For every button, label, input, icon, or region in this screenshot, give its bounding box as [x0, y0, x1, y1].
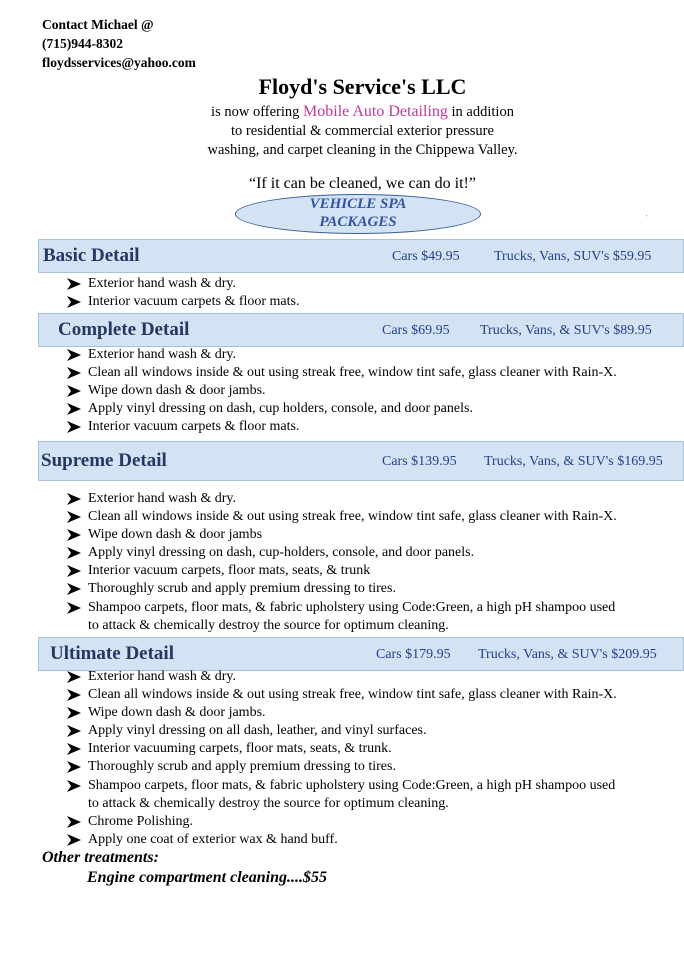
arrow-bullet-icon	[67, 493, 81, 505]
supreme-trucks-price: Trucks, Vans, & SUV's $169.95	[484, 454, 663, 469]
list-item	[67, 722, 617, 740]
arrow-bullet-icon	[67, 816, 81, 828]
list-item	[67, 599, 617, 635]
list-item-text: Exterior hand wash & dry.	[88, 669, 236, 684]
list-item-continuation: to attack & chemically destroy the source for optimum cleaning.	[88, 617, 449, 633]
arrow-bullet-icon	[67, 602, 81, 614]
arrow-bullet-icon	[67, 367, 81, 379]
arrow-bullet-icon	[67, 671, 81, 683]
arrow-bullet-icon	[67, 529, 81, 541]
offer-post: in addition	[447, 104, 514, 120]
arrow-bullet-icon	[67, 278, 81, 290]
banner-line2: PACKAGES	[319, 214, 397, 230]
list-item	[67, 831, 617, 849]
arrow-bullet-icon	[67, 761, 81, 773]
arrow-bullet-icon	[67, 725, 81, 737]
contact-email: floydsservices@yahoo.com	[42, 55, 196, 70]
arrow-bullet-icon	[67, 780, 81, 792]
offer-text	[0, 102, 684, 160]
list-item	[67, 668, 617, 686]
list-item-text: Exterior hand wash & dry.	[88, 347, 236, 362]
list-item	[67, 346, 617, 364]
banner-line1: VEHICLE SPA	[309, 196, 407, 212]
ultimate-trucks-price: Trucks, Vans, & SUV's $209.95	[478, 647, 657, 662]
list-item	[67, 562, 617, 580]
arrow-bullet-icon	[67, 421, 81, 433]
list-item-text: Shampoo carpets, floor mats, & fabric upholstery using Code:Green, a high pH shampoo used	[88, 777, 616, 793]
list-item	[67, 526, 617, 544]
offer-line3: washing, and carpet cleaning in the Chippewa Valley.	[207, 142, 518, 158]
list-item	[67, 580, 617, 598]
list-item	[67, 490, 617, 508]
list-item	[67, 777, 617, 813]
arrow-bullet-icon	[67, 296, 81, 308]
list-item-text: Thoroughly scrub and apply premium dressing to tires.	[88, 581, 396, 597]
list-item-text: Thoroughly scrub and apply premium dressing to tires.	[88, 759, 396, 775]
list-item	[67, 544, 617, 562]
list-item-text: Clean all windows inside & out using streak free, window tint safe, glass cleaner with Rain-X.	[88, 687, 617, 703]
ultimate-detail-title: Ultimate Detail	[50, 643, 174, 664]
complete-detail-title: Complete Detail	[58, 319, 190, 340]
list-item	[67, 293, 299, 311]
list-item	[67, 508, 617, 526]
ultimate-detail-header	[38, 637, 684, 671]
list-item-text: Apply vinyl dressing on dash, cup holders, console, and door panels.	[88, 401, 473, 417]
list-item-text: Apply vinyl dressing on all dash, leather, and vinyl surfaces.	[88, 723, 427, 739]
slogan: “If it can be cleaned, we can do it!”	[249, 175, 476, 192]
arrow-bullet-icon	[67, 583, 81, 595]
list-item	[67, 400, 617, 418]
list-item	[67, 418, 617, 436]
vehicle-spa-banner	[235, 194, 481, 234]
list-item-text: Wipe down dash & door jambs.	[88, 383, 266, 399]
list-item	[67, 364, 617, 382]
offer-line2: to residential & commercial exterior pressure	[231, 123, 494, 139]
list-item-text: Clean all windows inside & out using streak free, window tint safe, glass cleaner with Rain-X.	[88, 365, 617, 381]
arrow-bullet-icon	[67, 511, 81, 523]
engine-cleaning-price: Engine compartment cleaning....$55	[87, 869, 328, 886]
supreme-detail-header	[38, 441, 684, 481]
list-item	[67, 686, 617, 704]
basic-detail-title: Basic Detail	[43, 245, 140, 266]
list-item-text: Interior vacuum carpets & floor mats.	[88, 294, 300, 310]
list-item-text: Exterior hand wash & dry.	[88, 491, 236, 506]
list-item-continuation: to attack & chemically destroy the source for optimum cleaning.	[88, 795, 449, 811]
supreme-cars-price: Cars $139.95	[382, 454, 457, 469]
list-item	[67, 704, 617, 722]
offer-highlight: Mobile Auto Detailing	[303, 103, 448, 120]
list-item-text: Interior vacuum carpets, floor mats, seats, & trunk	[88, 563, 371, 579]
supreme-detail-title: Supreme Detail	[41, 450, 167, 471]
list-item-text: Apply vinyl dressing on dash, cup-holders, console, and door panels.	[88, 545, 475, 561]
list-item-text: Chrome Polishing.	[88, 813, 194, 829]
arrow-bullet-icon	[67, 403, 81, 415]
basic-detail-list	[67, 275, 299, 311]
list-item-text: Interior vacuum carpets & floor mats.	[88, 419, 300, 435]
contact-phone: (715)944-8302	[42, 36, 123, 51]
list-item	[67, 740, 617, 758]
list-item	[67, 813, 617, 831]
list-item	[67, 382, 617, 400]
offer-pre: is now offering	[211, 104, 304, 120]
ultimate-detail-list	[67, 668, 617, 849]
basic-cars-price: Cars $49.95	[392, 249, 460, 264]
arrow-bullet-icon	[67, 707, 81, 719]
stray-mark: ˎ	[645, 206, 649, 217]
list-item-text: Wipe down dash & door jambs.	[88, 705, 266, 721]
other-treatments-heading: Other treatments:	[42, 849, 159, 866]
list-item-text: Exterior hand wash & dry.	[88, 276, 236, 291]
arrow-bullet-icon	[67, 834, 81, 846]
list-item	[67, 758, 617, 776]
arrow-bullet-icon	[67, 349, 81, 361]
arrow-bullet-icon	[67, 743, 81, 755]
list-item-text: Wipe down dash & door jambs	[88, 527, 263, 543]
complete-trucks-price: Trucks, Vans, & SUV's $89.95	[480, 323, 652, 338]
ultimate-cars-price: Cars $179.95	[376, 647, 451, 662]
arrow-bullet-icon	[67, 385, 81, 397]
list-item-text: Clean all windows inside & out using streak free, window tint safe, glass cleaner with Rain-X.	[88, 509, 617, 525]
supreme-detail-list	[67, 490, 617, 635]
arrow-bullet-icon	[67, 689, 81, 701]
list-item	[67, 275, 299, 293]
company-title: Floyd's Service's LLC	[258, 74, 467, 99]
contact-block	[42, 15, 196, 72]
basic-detail-header	[38, 239, 684, 273]
list-item-text: Interior vacuuming carpets, floor mats, seats, & trunk.	[88, 741, 392, 757]
list-item-text: Shampoo carpets, floor mats, & fabric upholstery using Code:Green, a high pH shampoo used	[88, 599, 616, 615]
list-item-text: Apply one coat of exterior wax & hand buff.	[88, 831, 338, 847]
basic-trucks-price: Trucks, Vans, SUV's $59.95	[494, 249, 652, 264]
arrow-bullet-icon	[67, 547, 81, 559]
complete-cars-price: Cars $69.95	[382, 323, 450, 338]
complete-detail-header	[38, 313, 684, 347]
complete-detail-list	[67, 346, 617, 436]
arrow-bullet-icon	[67, 565, 81, 577]
contact-name: Contact Michael @	[42, 17, 154, 32]
